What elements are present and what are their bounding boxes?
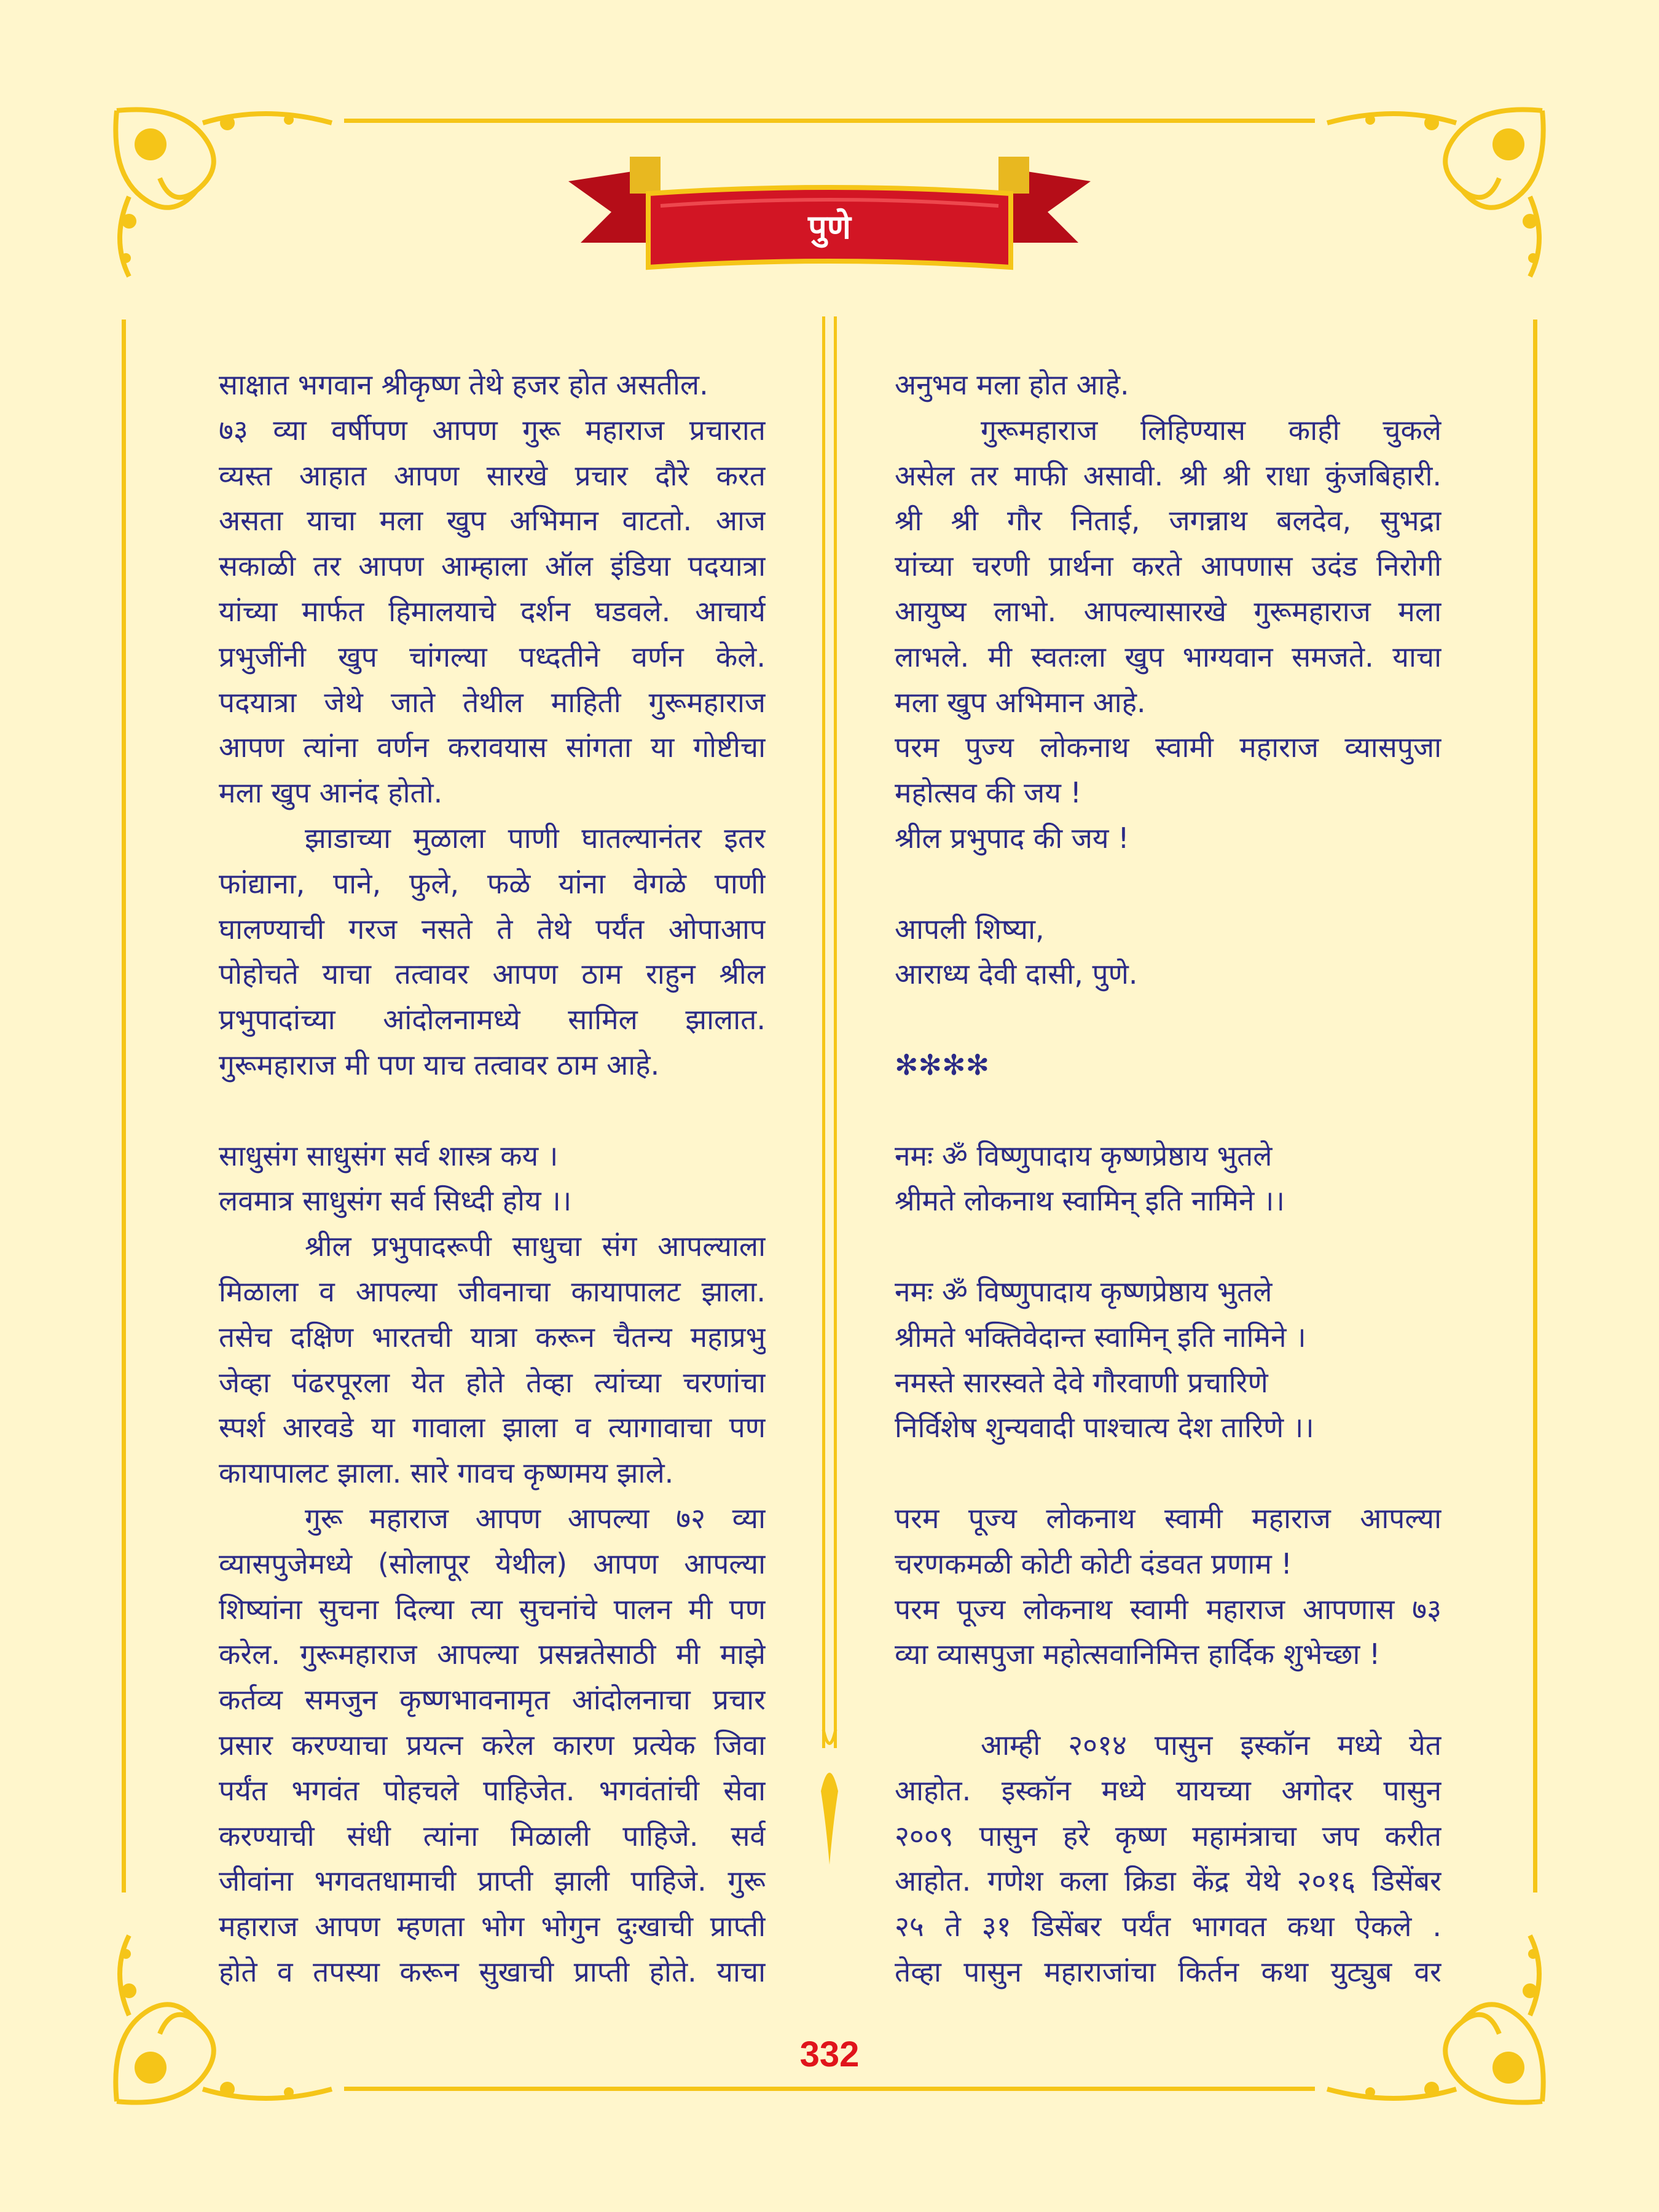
blank-line (895, 1224, 1441, 1269)
text-line: व्यासपुजेमध्ये (सोलापूर येथील) आपण आपल्या (219, 1547, 766, 1580)
text-line: नमः ॐ विष्णुपादाय कृष्णप्रेष्ठाय भुतले (895, 1274, 1273, 1308)
corner-ornament-top-right (1321, 98, 1555, 283)
text-line: कायापालट झाला. सारे गावच कृष्णमय झाले. (219, 1456, 674, 1490)
text-line: लवमात्र साधुसंग सर्व सिध्दी होय ।। (219, 1184, 572, 1218)
text-line: श्रील प्रभुपाद की जय ! (895, 821, 1129, 855)
blank-line (219, 1088, 766, 1134)
text-line: अनुभव मला होत आहे. (895, 368, 1129, 401)
page-number: 332 (799, 2034, 860, 2074)
frame-left-line (122, 320, 126, 1892)
text-line: स्पर्श आरवडे या गावाला झाला व त्यागावाचा पण (219, 1411, 766, 1445)
text-line: प्रभुपादांच्या आंदोलनामध्ये सामिल झालात. (219, 1003, 766, 1037)
text-line: आहोत. गणेश कला क्रिडा केंद्र येथे २०१६ डिसेंबर (895, 1864, 1441, 1898)
page-title: पुणे (808, 208, 851, 246)
text-line: करेल. गुरूमहाराज आपल्या प्रसन्नतेसाठी मी माझे (219, 1637, 766, 1671)
text-line: करण्याची संधी त्यांना मिळाली पाहिजे. सर्व (219, 1819, 766, 1853)
blank-line (895, 1088, 1441, 1134)
text-line: पदयात्रा जेथे जाते तेथील माहिती गुरूमहाराज (219, 685, 766, 719)
text-line: गुरूमहाराज मी पण याच तत्वावर ठाम आहे. (219, 1048, 660, 1081)
text-line: मला खुप अभिमान आहे. (895, 685, 1146, 719)
text-line: श्रील प्रभुपादरूपी साधुचा संग आपल्याला (305, 1230, 766, 1263)
text-line: व्यस्त आहात आपण सारखे प्रचार दौरे करत (219, 458, 766, 492)
text-line: चरणकमळी कोटी कोटी दंडवत प्रणाम ! (895, 1547, 1292, 1580)
text-line: आपण त्यांना वर्णन करावयास सांगता या गोष्टीचा (219, 731, 766, 764)
text-line: २००९ पासुन हरे कृष्ण महामंत्राचा जप करीत (895, 1819, 1441, 1853)
text-line: श्री श्री गौर निताई, जगन्नाथ बलदेव, सुभद्रा (895, 504, 1441, 538)
text-line: प्रभुजींनी खुप चांगल्या पध्दतीने वर्णन केले. (219, 640, 766, 673)
text-line: शिष्यांना सुचना दिल्या त्या सुचनांचे पालन मी पण (219, 1592, 766, 1626)
text-line: जीवांना भगवतधामाची प्राप्ती झाली पाहिजे. गुरू (219, 1864, 766, 1898)
text-line: परम पुज्य लोकनाथ स्वामी महाराज व्यासपुजा (895, 731, 1441, 764)
text-line: मला खुप आनंद होतो. (219, 776, 443, 810)
text-line: परम पूज्य लोकनाथ स्वामी महाराज आपणास ७३ (895, 1592, 1441, 1626)
text-line: यांच्या चरणी प्रार्थना करते आपणास उदंड निरोगी (895, 549, 1441, 583)
text-line: महोत्सव की जय ! (895, 776, 1082, 810)
text-line: आराध्य देवी दासी, पुणे. (895, 957, 1138, 991)
text-line: नमः ॐ विष्णुपादाय कृष्णप्रेष्ठाय भुतले (895, 1139, 1273, 1172)
right-text-column (895, 363, 1441, 1995)
text-line: महाराज आपण म्हणता भोग भोगुन दुःखाची प्राप्ती (219, 1910, 766, 1943)
column-divider (821, 316, 838, 1865)
text-line: तेव्हा पासुन महाराजांचा किर्तन कथा युट्युब वर (895, 1955, 1441, 1988)
text-line: आयुष्य लाभो. आपल्यासारखे गुरूमहाराज मला (895, 594, 1441, 628)
text-line: आहोत. इस्कॉन मध्ये यायच्या अगोदर पासुन (895, 1773, 1441, 1807)
blank-line (895, 1451, 1441, 1496)
frame-bottom-line (344, 2087, 1315, 2091)
frame-top-line (344, 119, 1315, 123)
text-line: मिळाला व आपल्या जीवनाचा कायापालट झाला. (219, 1274, 766, 1308)
text-line: नमस्ते सारस्वते देवे गौरवाणी प्रचारिणे (895, 1365, 1268, 1399)
text-line: श्रीमते भक्तिवेदान्त स्वामिन् इति नामिने । (895, 1320, 1306, 1354)
left-text-column (219, 363, 766, 1995)
text-line: पोहोचते याचा तत्वावर आपण ठाम राहुन श्रील (219, 957, 766, 991)
text-line: यांच्या मार्फत हिमालयाचे दर्शन घडवले. आचार्य (219, 594, 766, 628)
text-line: निर्विशेष शुन्यवादी पाश्चात्य देश तारिणे ।। (895, 1411, 1314, 1445)
text-line: फांद्याना, पाने, फुले, फळे यांना वेगळे पाणी (219, 866, 766, 900)
text-line: आम्ही २०१४ पासुन इस्कॉन मध्ये येत (981, 1728, 1441, 1762)
text-line: २५ ते ३१ डिसेंबर पर्यंत भागवत कथा ऐकले . (895, 1910, 1441, 1943)
text-line: साधुसंग साधुसंग सर्व शास्त्र कय । (219, 1139, 559, 1172)
text-line: परम पूज्य लोकनाथ स्वामी महाराज आपल्या (895, 1501, 1441, 1535)
text-line: कर्तव्य समजुन कृष्णभावनामृत आंदोलनाचा प्रचार (219, 1683, 766, 1717)
blank-line (895, 997, 1441, 1043)
text-line: तसेच दक्षिण भारतची यात्रा करून चैतन्य महाप्रभु (219, 1320, 766, 1354)
text-line: गुरूमहाराज लिहिण्यास काही चुकले (981, 413, 1441, 447)
text-line: जेव्हा पंढरपूरला येत होते तेव्हा त्यांच्या चरणांचा (219, 1365, 766, 1399)
text-line: घालण्याची गरज नसते ते तेथे पर्यंत ओपाआप (219, 912, 766, 946)
text-line: पर्यंत भगवंत पोहचले पाहिजेत. भगवंतांची सेवा (219, 1773, 766, 1807)
text-line: साक्षात भगवान श्रीकृष्ण तेथे हजर होत असतील. (219, 368, 708, 401)
text-line: सकाळी तर आपण आम्हाला ऑल इंडिया पदयात्रा (219, 549, 766, 583)
text-line: लाभले. मी स्वतःला खुप भाग्यवान समजते. याचा (895, 640, 1441, 673)
blank-line (895, 1677, 1441, 1723)
text-line: असेल तर माफी असावी. श्री श्री राधा कुंजबिहारी. (895, 458, 1441, 492)
text-line: आपली शिष्या, (895, 912, 1045, 946)
blank-line (895, 861, 1441, 907)
text-line: असता याचा मला खुप अभिमान वाटतो. आज (219, 504, 766, 538)
text-line: झाडाच्या मुळाला पाणी घातल्यानंतर इतर (305, 821, 766, 855)
text-line: होते व तपस्या करून सुखाची प्राप्ती होते. याचा (219, 1955, 766, 1988)
text-line: प्रसार करण्याचा प्रयत्न करेल कारण प्रत्येक जिवा (219, 1728, 766, 1762)
text-line: श्रीमते लोकनाथ स्वामिन् इति नामिने ।। (895, 1184, 1285, 1218)
text-line: ७३ व्या वर्षीपण आपण गुरू महाराज प्रचारात (219, 413, 766, 447)
text-line: ✻✻✻✻ (895, 1048, 990, 1081)
text-line: व्या व्यासपुजा महोत्सवानिमित्त हार्दिक शुभेच्छा ! (895, 1637, 1381, 1671)
corner-ornament-top-left (104, 98, 338, 283)
frame-right-line (1533, 320, 1537, 1892)
text-line: गुरू महाराज आपण आपल्या ७२ व्या (305, 1501, 766, 1535)
